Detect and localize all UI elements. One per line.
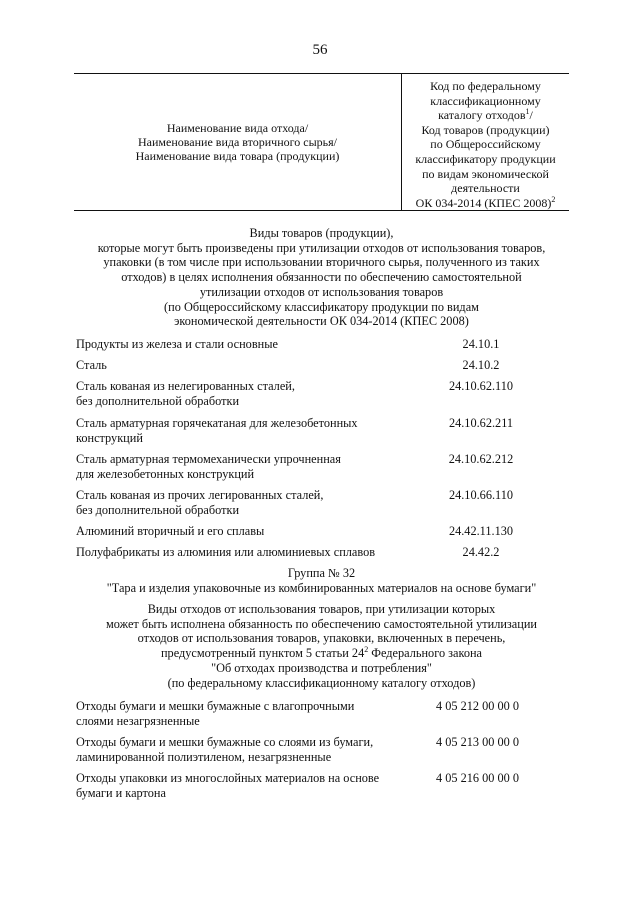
row-name-line: Отходы бумаги и мешки бумажные с влагопрочными: [76, 699, 355, 713]
footnote-marker: 1: [525, 107, 530, 117]
heading-line: [74, 646, 569, 661]
heading-line: "Об отходах производства и потребления": [211, 660, 432, 675]
row-name-line: слоями незагрязненные: [76, 713, 200, 728]
header-code-line: деятельности: [451, 181, 520, 196]
heading-line: (по Общероссийскому классификатору продукции по видам: [164, 299, 479, 314]
heading-line: (по федеральному классификационному каталогу отходов): [167, 675, 476, 690]
row-name-line: без дополнительной обработки: [76, 502, 240, 517]
footnote-marker: 2: [551, 194, 556, 204]
row-code: 24.10.1: [462, 337, 500, 351]
row-name: [76, 524, 396, 539]
row-name: [76, 699, 396, 728]
header-code-line: классификатору продукции: [415, 151, 556, 166]
group-name: "Тара и изделия упаковочные из комбинированных материалов на основе бумаги": [106, 580, 537, 595]
header-name-line: Наименование вида отхода/: [166, 121, 309, 135]
goods-section-heading: [74, 226, 569, 329]
table-header: [74, 73, 569, 211]
waste-section-heading: [74, 602, 569, 690]
row-code: 4 05 216 00 00 0: [436, 771, 520, 785]
heading-text: Федерального закона: [368, 646, 483, 661]
row-code: 24.10.62.212: [448, 452, 514, 466]
row-code: 24.10.62.110: [448, 379, 514, 393]
heading-line: может быть исполнена обязанность по обеспечению самостоятельной утилизации: [106, 616, 537, 631]
row-name-line: Сталь арматурная термомеханически упрочненная: [76, 452, 341, 466]
group-heading: [74, 566, 569, 595]
group-title: Группа № 32: [287, 566, 356, 580]
header-code-line: [402, 108, 569, 123]
heading-line: Виды отходов от использования товаров, при утилизации которых: [147, 602, 496, 616]
header-code-text: /: [529, 108, 533, 123]
row-name-line: Сталь кованая из прочих легированных сталей,: [76, 488, 324, 502]
row-name-line: конструкций: [76, 430, 143, 445]
row-name-line: без дополнительной обработки: [76, 393, 240, 408]
header-code-line: по видам экономической: [422, 166, 549, 181]
heading-line: отходов от использования товаров, упаковки, включенных в перечень,: [137, 631, 506, 646]
row-name: [76, 488, 396, 517]
row-name-line: Сталь кованая из нелегированных сталей,: [76, 379, 295, 393]
header-code-line: Код товаров (продукции): [421, 122, 550, 137]
row-name-line: ламинированной полиэтиленом, незагрязненные: [76, 749, 332, 764]
heading-line: экономической деятельности ОК 034-2014 (КПЕС 2008): [174, 314, 469, 329]
header-name-line: Наименование вида товара (продукции): [135, 149, 340, 163]
row-code: 4 05 213 00 00 0: [436, 735, 520, 749]
row-name: [76, 452, 396, 481]
heading-line: отходов) в целях исполнения обязанности по обеспечению самостоятельной: [121, 270, 522, 285]
row-name: [76, 771, 396, 800]
header-code-line: классификационному: [430, 93, 541, 108]
header-code-line: [402, 196, 569, 211]
row-name-line: бумаги и картона: [76, 785, 166, 800]
header-code-text: каталогу отходов: [438, 108, 526, 123]
header-code-line: по Общероссийскому: [430, 137, 541, 152]
row-name: [76, 735, 396, 764]
row-name: [76, 337, 396, 352]
row-code: 24.10.2: [462, 358, 500, 372]
row-name-line: Сталь: [76, 358, 107, 372]
row-name-line: Сталь арматурная горячекатаная для железобетонных: [76, 416, 358, 430]
row-code: 24.10.66.110: [448, 488, 514, 502]
row-name: [76, 416, 396, 445]
row-name-line: Полуфабрикаты из алюминия или алюминиевых сплавов: [76, 545, 376, 559]
row-name-line: Алюминий вторичный и его сплавы: [76, 524, 265, 538]
header-name-column: [74, 74, 401, 210]
row-code: 24.42.11.130: [448, 524, 514, 538]
row-code: 4 05 212 00 00 0: [436, 699, 520, 713]
heading-text: предусмотренный пунктом 5 статьи 24: [160, 646, 365, 661]
page-number: 56: [312, 42, 328, 58]
header-name-line: Наименование вида вторичного сырья/: [138, 135, 337, 149]
row-name-line: Продукты из железа и стали основные: [76, 337, 278, 351]
heading-line: утилизации отходов от использования товаров: [199, 284, 444, 299]
heading-line: упаковки (в том числе при использовании вторичного сырья, полученного из таких: [103, 255, 540, 270]
row-name: [76, 358, 396, 373]
row-name-line: Отходы упаковки из многослойных материалов на основе: [76, 771, 380, 785]
row-name: [76, 379, 396, 408]
row-code: 24.10.62.211: [448, 416, 514, 430]
row-code: 24.42.2: [462, 545, 500, 559]
row-name: [76, 545, 396, 560]
row-name-line: для железобетонных конструкций: [76, 466, 255, 481]
header-code-text: ОК 034-2014 (КПЕС 2008): [415, 195, 552, 210]
heading-line: которые могут быть произведены при утилизации отходов от использования товаров,: [97, 240, 546, 255]
row-name-line: Отходы бумаги и мешки бумажные со слоями из бумаги,: [76, 735, 374, 749]
header-code-column: [402, 79, 569, 210]
header-code-line: Код по федеральному: [430, 79, 541, 93]
article-superscript: 2: [364, 645, 369, 655]
heading-line: Виды товаров (продукции),: [249, 226, 394, 240]
